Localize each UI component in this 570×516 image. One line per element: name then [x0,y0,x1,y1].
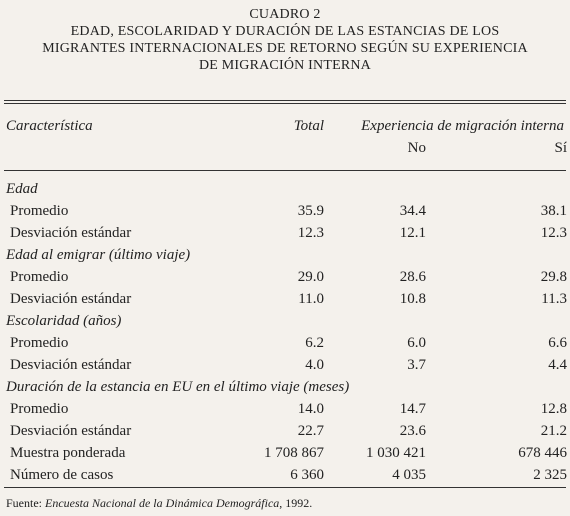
si-value: 38.1 [540,203,567,219]
table-row [0,266,570,288]
total-value: 22.7 [297,423,324,439]
total-value: 6.2 [305,335,324,351]
no-value: 12.1 [399,225,426,241]
no-value: 34.4 [399,203,426,219]
row-label: Desviación estándar [10,357,132,373]
row-label: Promedio [10,203,69,219]
no-value: 3.7 [407,357,426,373]
header-no: No [407,140,426,156]
row-label: Desviación estándar [10,291,132,307]
category-label: Edad [6,181,38,197]
no-value: 4 035 [392,467,426,483]
top-rule [4,100,566,101]
source-prefix: Fuente: [6,496,45,510]
si-value: 29.8 [540,269,567,285]
source-suffix: , 1992. [279,496,313,510]
header-experiencia: Experiencia de migración interna [361,118,564,134]
top-rule-double [4,103,566,104]
no-value: 10.8 [399,291,426,307]
si-value: 4.4 [548,357,567,373]
total-value: 6 360 [290,467,324,483]
table-row [0,398,570,420]
header-si: Sí [554,140,567,156]
table-row [0,464,570,486]
row-label: Promedio [10,335,69,351]
total-value: 1 708 867 [264,445,324,461]
row-label: Promedio [10,269,69,285]
si-value: 11.3 [541,291,567,307]
row-label: Desviación estándar [10,423,132,439]
table-source [6,496,312,511]
si-value: 21.2 [540,423,567,439]
header-caracteristica: Característica [6,118,93,134]
table-row [0,354,570,376]
si-value: 6.6 [548,335,567,351]
no-value: 1 030 421 [366,445,426,461]
row-label: Desviación estándar [10,225,132,241]
header-rule [4,170,566,171]
no-value: 28.6 [399,269,426,285]
category-row [0,376,570,398]
table-row [0,200,570,222]
table-row [0,222,570,244]
category-row [0,178,570,200]
category-label: Duración de la estancia en EU en el último viaje (meses) [6,379,350,395]
si-value: 12.3 [540,225,567,241]
si-value: 2 325 [533,467,567,483]
row-label: Muestra ponderada [10,445,126,461]
no-value: 23.6 [399,423,426,439]
no-value: 6.0 [407,335,426,351]
total-value: 35.9 [297,203,324,219]
row-label: Número de casos [10,467,114,483]
table-row [0,442,570,464]
table-number: CUADRO 2 [249,7,321,22]
source-title: Encuesta Nacional de la Dinámica Demográfica [45,496,280,510]
category-label: Escolaridad (años) [6,313,122,329]
title-line-4: DE MIGRACIÓN INTERNA [199,58,371,73]
table-row [0,332,570,354]
category-row [0,310,570,332]
total-value: 4.0 [305,357,324,373]
si-value: 12.8 [540,401,567,417]
title-line-2: EDAD, ESCOLARIDAD Y DURACIÓN DE LAS ESTANCIAS DE LOS [70,24,500,39]
header-total: Total [293,118,324,134]
table-title [0,6,570,74]
si-value: 678 446 [518,445,567,461]
total-value: 12.3 [297,225,324,241]
category-label: Edad al emigrar (último viaje) [6,247,191,263]
row-label: Promedio [10,401,69,417]
total-value: 11.0 [298,291,324,307]
table-row [0,420,570,442]
bottom-rule [4,487,566,488]
no-value: 14.7 [399,401,426,417]
category-row [0,244,570,266]
title-line-3: MIGRANTES INTERNACIONALES DE RETORNO SEGÚN SU EXPERIENCIA [42,41,528,56]
total-value: 14.0 [297,401,324,417]
table-row [0,288,570,310]
total-value: 29.0 [297,269,324,285]
